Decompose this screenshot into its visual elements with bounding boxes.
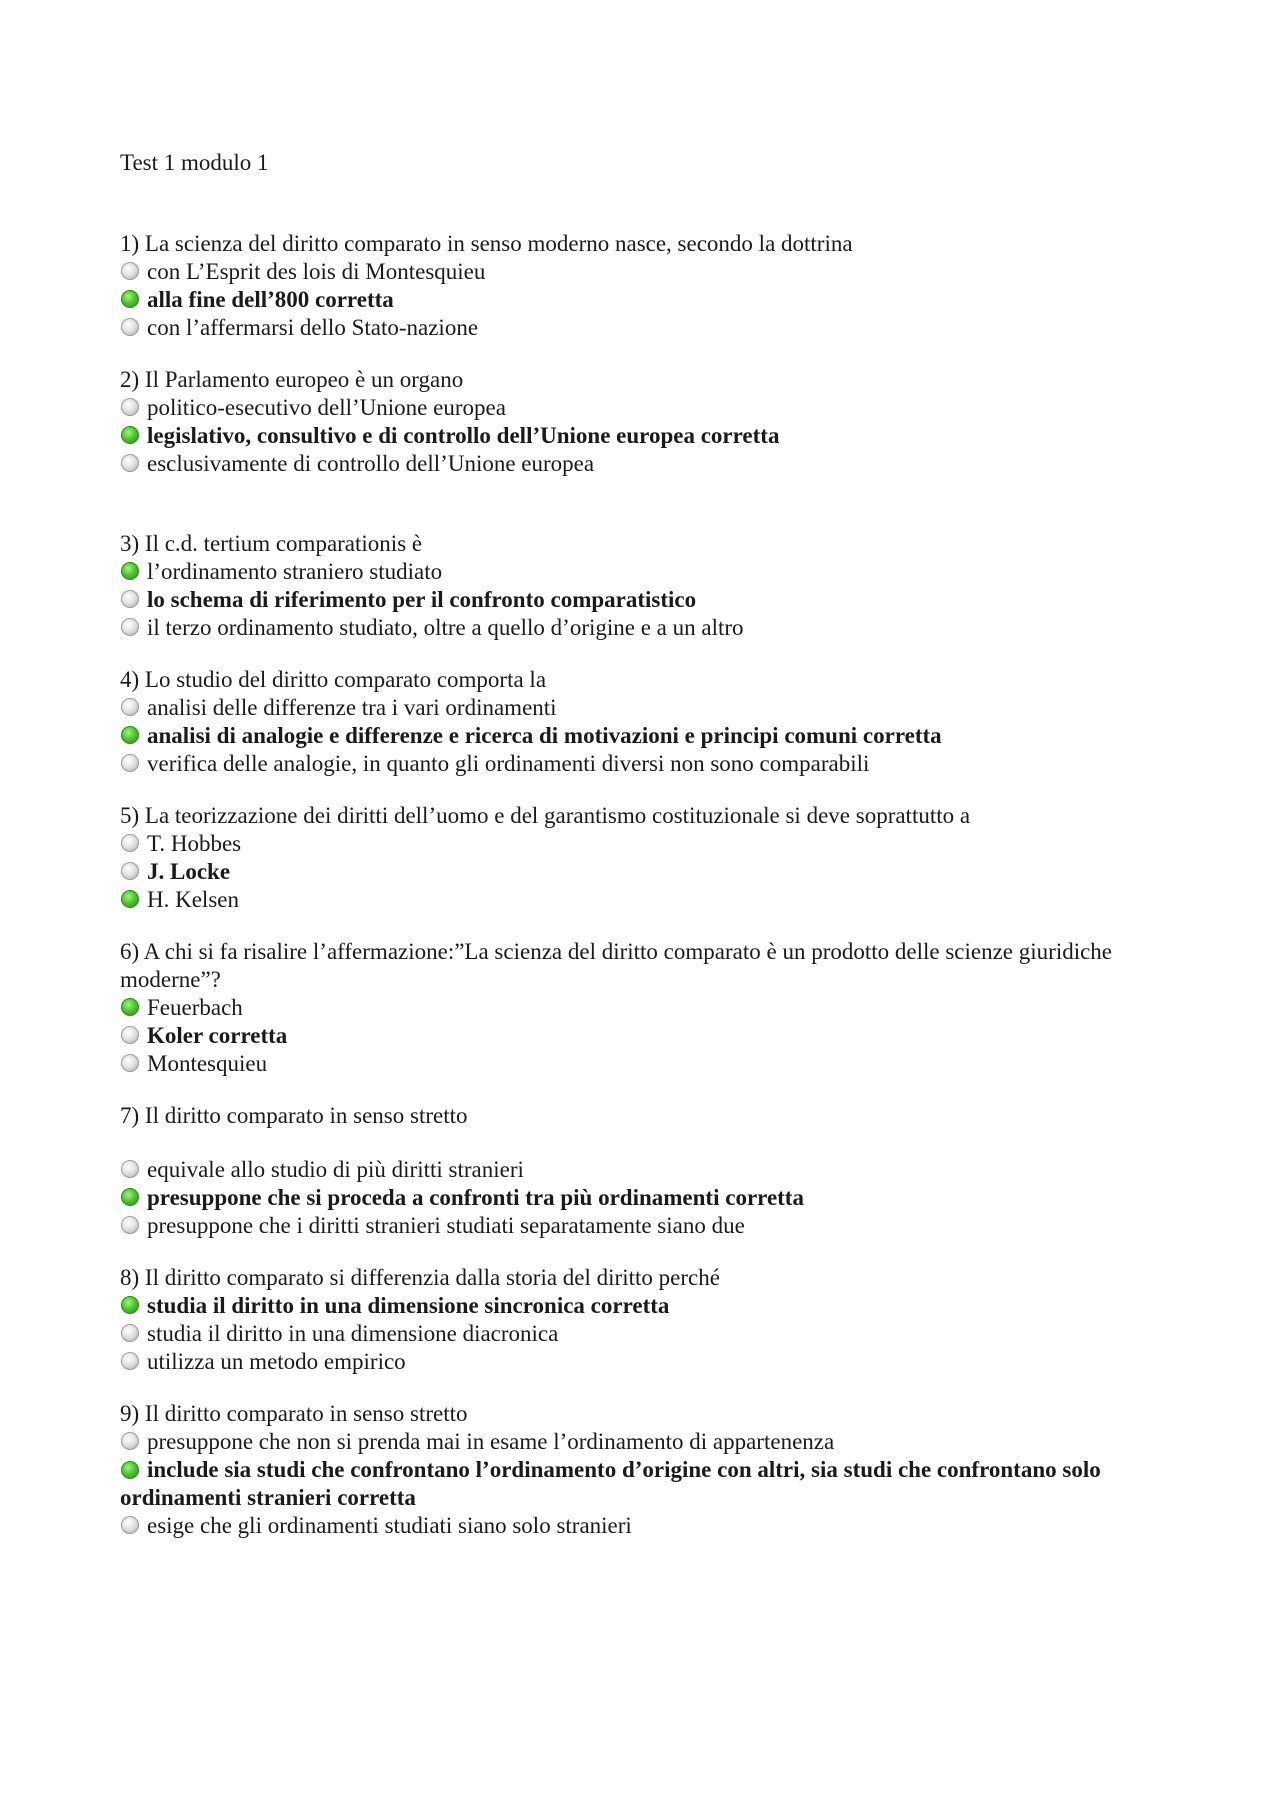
green-radio-icon: [121, 726, 139, 744]
answer-label: J. Locke: [147, 859, 231, 884]
answer-label: T. Hobbes: [147, 831, 242, 856]
grey-radio-icon: [121, 1054, 139, 1072]
question-1: [120, 230, 1180, 342]
answer-label: Feuerbach: [147, 995, 243, 1020]
answer-option: [120, 314, 1180, 342]
document-title: Test 1 modulo 1: [120, 150, 269, 175]
answer-option: [120, 450, 1180, 478]
answer-option: [120, 994, 1180, 1022]
question-text: 7) Il diritto comparato in senso stretto: [120, 1103, 468, 1128]
grey-radio-icon: [121, 454, 139, 472]
grey-radio-icon: [121, 698, 139, 716]
answer-option: [120, 1292, 1180, 1320]
question-6: [120, 938, 1180, 1078]
answer-option: [120, 422, 1180, 450]
answer-option: [120, 1348, 1180, 1376]
answer-option: [120, 1428, 1180, 1456]
question-8: [120, 1264, 1180, 1376]
answer-option: [120, 1022, 1180, 1050]
answer-label: legislativo, consultivo e di controllo dell’Unione europea corretta: [147, 423, 780, 448]
grey-radio-icon: [121, 398, 139, 416]
question-7: [120, 1102, 1180, 1240]
answer-option: [120, 1050, 1180, 1078]
answer-label: con l’affermarsi dello Stato-nazione: [147, 315, 479, 340]
answer-label: equivale allo studio di più diritti stranieri: [147, 1157, 524, 1182]
answer-label: il terzo ordinamento studiato, oltre a quello d’origine e a un altro: [147, 615, 744, 640]
question-2: [120, 366, 1180, 478]
answer-label: esclusivamente di controllo dell’Unione europea: [147, 451, 595, 476]
green-radio-icon: [121, 1461, 139, 1479]
answer-label: utilizza un metodo empirico: [147, 1349, 406, 1374]
grey-radio-icon: [121, 590, 139, 608]
answer-option: [120, 614, 1180, 642]
answer-label: analisi delle differenze tra i vari ordinamenti: [147, 695, 557, 720]
answer-label: studia il diritto in una dimensione diacronica: [147, 1321, 559, 1346]
answer-option: [120, 394, 1180, 422]
answer-option: [120, 1156, 1180, 1184]
answer-option: [120, 858, 1180, 886]
grey-radio-icon: [121, 1432, 139, 1450]
grey-radio-icon: [121, 1324, 139, 1342]
answer-option: [120, 722, 1180, 750]
answer-label: presuppone che si proceda a confronti tra più ordinamenti corretta: [147, 1185, 804, 1210]
answer-option: [120, 750, 1180, 778]
answer-label: esige che gli ordinamenti studiati siano solo stranieri: [147, 1513, 632, 1538]
document-page: [120, 148, 1180, 1564]
question-3: [120, 530, 1180, 642]
question-text: 1) La scienza del diritto comparato in senso moderno nasce, secondo la dottrina: [120, 231, 853, 256]
green-radio-icon: [121, 290, 139, 308]
grey-radio-icon: [121, 1216, 139, 1234]
answer-label: Montesquieu: [147, 1051, 268, 1076]
question-5: [120, 802, 1180, 914]
answer-label: alla fine dell’800 corretta: [147, 287, 394, 312]
answer-label: lo schema di riferimento per il confronto comparatistico: [147, 587, 697, 612]
green-radio-icon: [121, 998, 139, 1016]
green-radio-icon: [121, 1296, 139, 1314]
answer-option: [120, 1184, 1180, 1212]
green-radio-icon: [121, 562, 139, 580]
answer-option: [120, 286, 1180, 314]
green-radio-icon: [121, 890, 139, 908]
answer-label: analisi di analogie e differenze e ricerca di motivazioni e principi comuni corretta: [147, 723, 942, 748]
answer-label: con L’Esprit des lois di Montesquieu: [147, 259, 486, 284]
answer-label: Koler corretta: [147, 1023, 288, 1048]
grey-radio-icon: [121, 618, 139, 636]
answer-label: verifica delle analogie, in quanto gli ordinamenti diversi non sono comparabili: [147, 751, 870, 776]
answer-label: H. Kelsen: [147, 887, 239, 912]
answer-label: include sia studi che confrontano l’ordinamento d’origine con altri, sia studi che confrontano solo ordinamenti stranieri corretta: [120, 1457, 1101, 1510]
green-radio-icon: [121, 1188, 139, 1206]
grey-radio-icon: [121, 1516, 139, 1534]
answer-option: [120, 830, 1180, 858]
question-text: 6) A chi si fa risalire l’affermazione:”La scienza del diritto comparato è un prodotto delle scienze giuridiche moderne”?: [120, 939, 1113, 992]
grey-radio-icon: [121, 318, 139, 336]
question-text: 3) Il c.d. tertium comparationis è: [120, 531, 423, 556]
answer-label: politico-esecutivo dell’Unione europea: [147, 395, 506, 420]
question-text: 5) La teorizzazione dei diritti dell’uomo e del garantismo costituzionale si deve soprattutto a: [120, 803, 971, 828]
question-4: [120, 666, 1180, 778]
grey-radio-icon: [121, 834, 139, 852]
answer-label: studia il diritto in una dimensione sincronica corretta: [147, 1293, 670, 1318]
grey-radio-icon: [121, 262, 139, 280]
answer-option: [120, 258, 1180, 286]
grey-radio-icon: [121, 1026, 139, 1044]
grey-radio-icon: [121, 754, 139, 772]
grey-radio-icon: [121, 862, 139, 880]
green-radio-icon: [121, 426, 139, 444]
grey-radio-icon: [121, 1160, 139, 1178]
question-text: 8) Il diritto comparato si differenzia dalla storia del diritto perché: [120, 1265, 720, 1290]
answer-label: presuppone che non si prenda mai in esame l’ordinamento di appartenenza: [147, 1429, 835, 1454]
answer-option: [120, 1320, 1180, 1348]
question-text: 9) Il diritto comparato in senso stretto: [120, 1401, 468, 1426]
answer-option: [120, 1456, 1180, 1512]
answer-label: l’ordinamento straniero studiato: [147, 559, 443, 584]
grey-radio-icon: [121, 1352, 139, 1370]
question-text: 2) Il Parlamento europeo è un organo: [120, 367, 464, 392]
answer-option: [120, 1512, 1180, 1540]
answer-option: [120, 886, 1180, 914]
answer-option: [120, 1212, 1180, 1240]
answer-option: [120, 558, 1180, 586]
question-text: 4) Lo studio del diritto comparato comporta la: [120, 667, 547, 692]
question-9: [120, 1400, 1180, 1540]
answer-option: [120, 586, 1180, 614]
answer-label: presuppone che i diritti stranieri studiati separatamente siano due: [147, 1213, 745, 1238]
answer-option: [120, 694, 1180, 722]
